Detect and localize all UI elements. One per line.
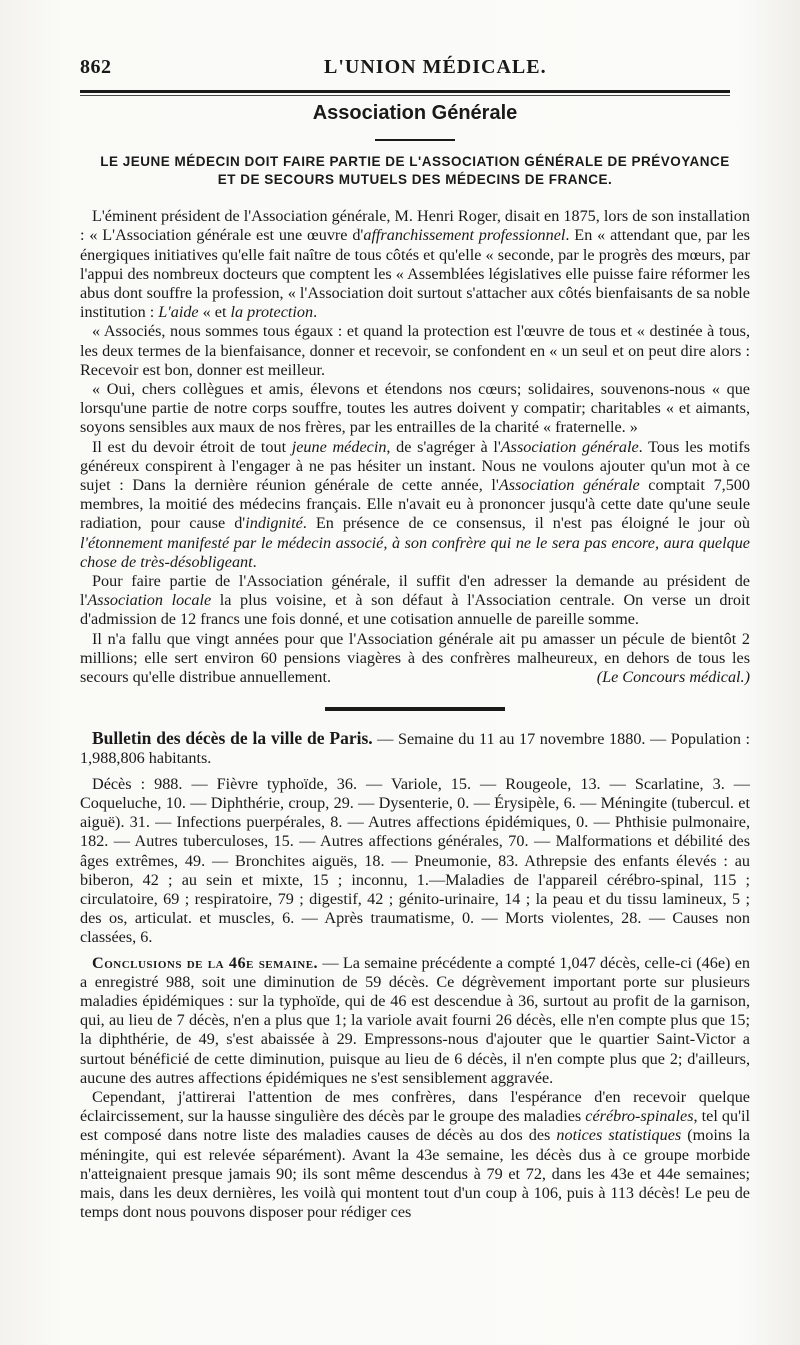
section-subheading	[80, 153, 750, 189]
paragraph-4	[80, 438, 750, 572]
final-em-1: cérébro-spinales	[585, 1107, 694, 1126]
header-rule-thin	[80, 95, 730, 96]
final-text-b: , tel qu'il est composé dans notre liste des maladies causes de décès au dos des	[80, 1107, 751, 1145]
bulletin-title: Bulletin des décès de la ville de Paris.	[92, 728, 373, 749]
running-title: L'UNION MÉDICALE.	[324, 56, 547, 78]
association-section	[80, 102, 750, 687]
paragraph-1	[80, 207, 750, 322]
p1-text-b: . En « attendant que, par les énergiques initiatives qu'elle fait naître de tous côtés et qu'elle « seconde, par le progrès des mœurs, par l'appui des nombreux docteurs que comptent les « Assemblées législatives elle puisse faire réformer les abus dont souffre la profession, « l'Association doit surtout s'attacher aux côtés bienfaisants de sa noble institution :	[80, 226, 750, 322]
conclusions-text: — La semaine précédente a compté 1,047 décès, celle-ci (46e) en a enregistré 988, soit une diminution de 59 décès. Ce dégrèvement important porte sur plusieurs maladies épidémiques : sur la typhoïde, qui de 46 est descendue à 36, surtout au profit de la garnison, qui, au lieu de 7 décès, n'en a plus que 1; la variole avait fourni 26 décès, elle n'en compte plus que 15; la diphthérie, de 49, s'est abaissée à 29. Empressons-nous d'ajouter que le quartier Saint-Victor a surtout bénéficié de cette diminution, puisque au lieu de 6 décès, il n'en compte plus que 2; d'ailleurs, aucune des autres affections épidémiques ne s'est sensiblement aggravée.	[80, 953, 750, 1087]
p5-text-b: la plus voisine, et à son défaut à l'Association centrale. On verse un droit d'admission de 12 francs une fois donné, et une cotisation annuelle de pareille somme.	[80, 591, 750, 629]
paragraph-3: « Oui, chers collègues et amis, élevons et étendons nos cœurs; solidaires, souvenons-nous « que lorsqu'une partie de notre corps souffre, toutes les autres doivent y compatir; charitables « et aimants, soyons sensibles aux maux de nos frères, par les entrailles de la charité « fraternelle. »	[80, 380, 750, 437]
bulletin-intro	[80, 729, 750, 768]
p4-text-d: comptait 7,500 membres, la moitié des médecins français. Elle n'avait eu à prononcer jusqu'à cette date qu'une seule radiation, pour cause d'	[80, 476, 750, 533]
page-header	[80, 48, 730, 88]
paragraph-5	[80, 572, 750, 630]
p4-em-2: Association générale	[500, 437, 639, 456]
deaths-paragraph: Décès : 988. — Fièvre typhoïde, 36. — Variole, 15. — Rougeole, 13. — Scarlatine, 3. — Coqueluche, 10. — Diphthérie, croup, 29. — Dysenterie, 0. — Érysipèle, 6. — Méningite (tubercul. et aiguë). 31. — Infections puerpérales, 8. — Autres affections épidémiques, 0. — Phthisie pulmonaire, 182. — Autres tuberculoses, 15. — Autres affections générales, 70. — Malformations et débilité des âges extrêmes, 49. — Bronchites aiguës, 18. — Pneumonie, 83. Athrepsie des enfants élevés : au biberon, 42 ; au sein et mixte, 15 ; inconnu, 1.—Maladies de l'appareil cérébro-spinal, 115 ; circulatoire, 69 ; respiratoire, 79 ; digestif, 42 ; génito-urinaire, 14 ; la peau et du tissu lamineux, 5 ; des os, articulat. et muscles, 6. — Après traumatisme, 0. — Morts violentes, 28. — Causes non classées, 6.	[80, 774, 750, 947]
p1-text-c: « et	[198, 303, 231, 322]
final-em-2: notices statistiques	[556, 1126, 682, 1145]
conclusions-paragraph	[80, 954, 750, 1088]
p4-em-1: jeune médecin	[291, 437, 387, 456]
title-rule	[375, 139, 455, 141]
bulletin-intro-text: — Semaine du 11 au 17 novembre 1880. — Population : 1,988,806 habitants.	[80, 730, 750, 768]
source-citation: (Le Concours médical.)	[596, 668, 750, 687]
subheading-line-2: ET DE SECOURS MUTUELS DES MÉDECINS DE FRANCE.	[217, 172, 613, 188]
paragraph-6	[80, 630, 750, 688]
p6-text: Il n'a fallu que vingt années pour que l'Association générale ait pu amasser un pécule de bientôt 2 millions; elle sert environ 60 pensions viagères à des confrères malheureux, en dehors de tous les secours qu'elle distribue annuellement.	[80, 629, 750, 687]
section-title: Association Générale	[312, 102, 518, 124]
p4-text-a: Il est du devoir étroit de tout	[92, 437, 292, 456]
p4-em-3: Association générale	[498, 476, 640, 495]
p5-text-a: Pour faire partie de l'Association générale, il suffit d'en adresser la demande au président de l'	[80, 572, 750, 610]
p5-em-1: Association locale	[87, 591, 212, 610]
p1-em-3: la protection	[230, 303, 314, 322]
bulletin-section	[80, 729, 750, 1222]
p4-text-e: . En présence de ce consensus, il n'est pas éloigné le jour où	[302, 514, 750, 533]
p4-em-4: indignité	[245, 514, 303, 533]
subheading-line-1: LE JEUNE MÉDECIN DOIT FAIRE PARTIE DE L'ASSOCIATION GÉNÉRALE DE PRÉVOYANCE	[100, 154, 730, 170]
page-number: 862	[80, 56, 112, 78]
p1-em-1: affranchissement professionnel	[363, 226, 566, 245]
p4-text-c: . Tous les motifs généreux conspirent à l'engager à ne pas hésiter un instant. Nous ne voulons ajouter qu'un mot à ce sujet : Dans la dernière réunion générale de cette année, l'	[80, 437, 751, 495]
p1-text-a: L'éminent président de l'Association générale, M. Henri Roger, disait en 1875, lors de son installation : « L'Association générale est une œuvre d'	[80, 207, 750, 245]
conclusions-label: Conclusions de la 46e semaine.	[92, 953, 319, 972]
final-paragraph	[80, 1088, 750, 1222]
final-text-a: Cependant, j'attirerai l'attention de mes confrères, dans l'espérance d'en recevoir quelque éclaircissement, sur la hausse singulière des décès par le groupe des maladies	[80, 1087, 750, 1126]
header-rule	[80, 90, 730, 93]
p4-text-f: .	[252, 552, 257, 571]
p1-em-2: L'aide	[158, 303, 199, 322]
p1-text-d: .	[313, 303, 318, 322]
final-text-c: (moins la méningite, qui est relevée séparément). Avant la 43e semaine, les décès dus à ce groupe morbide n'atteignaient presque jamais 90; ils sont même descendus à 79 et 72, dans les 43e et 44e semaines; mais, dans les deux dernières, les voilà qui montent tout d'un coup à 106, puis à 113 décès! Le peu de temps dont nous pouvons disposer pour rédiger ces	[80, 1126, 750, 1222]
page-content	[80, 102, 750, 1222]
paragraph-2: « Associés, nous sommes tous égaux : et quand la protection est l'œuvre de tous et « destinée à tous, les deux termes de la bienfaisance, donner et recevoir, se confondent en « un seul et on peut dire alors : Recevoir est bon, donner est meilleur.	[80, 322, 750, 379]
section-divider	[325, 707, 505, 711]
p4-em-5: l'étonnement manifesté par le médecin associé, à son confrère qui ne le sera pas encore, aura quelque chose de très-désobligeant	[80, 533, 750, 571]
p4-text-b: , de s'agréger à l'	[386, 437, 501, 456]
